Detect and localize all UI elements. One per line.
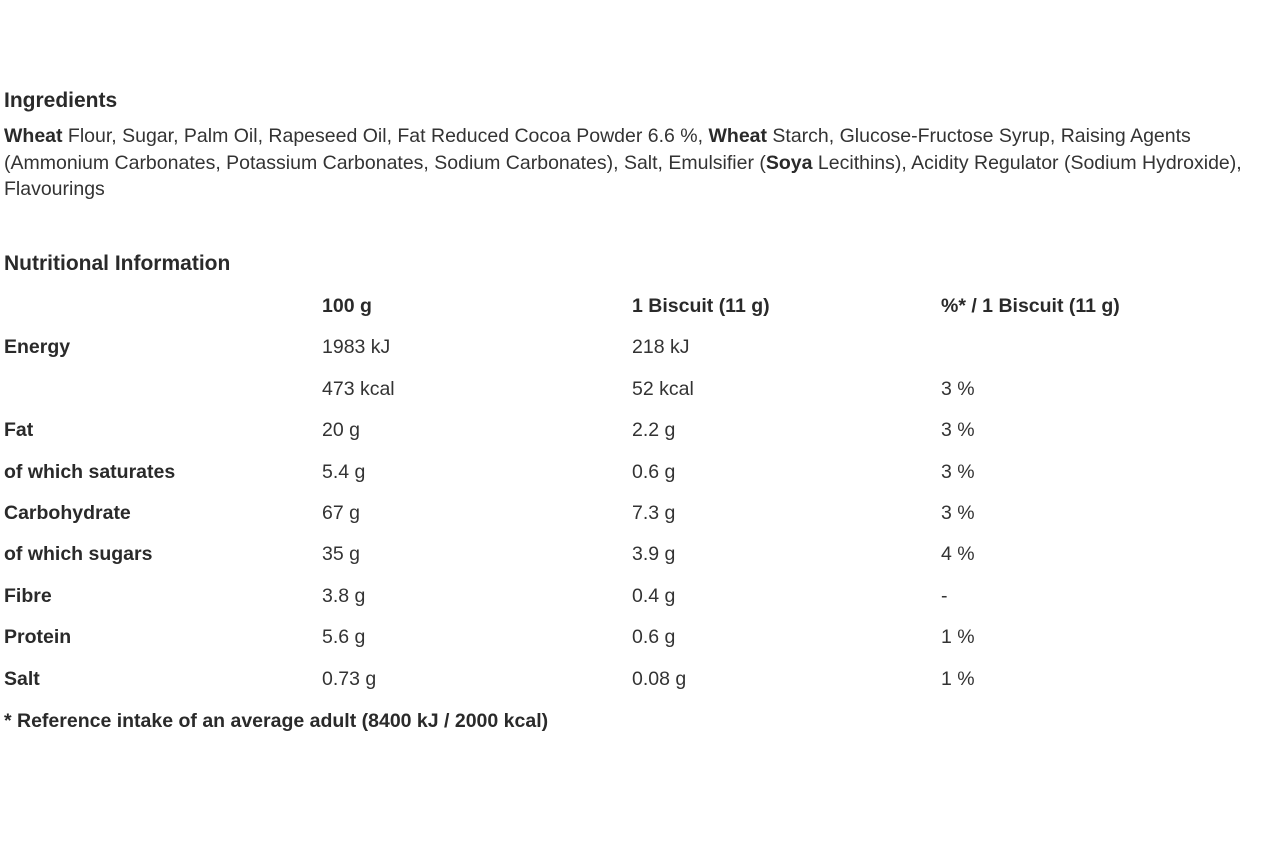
header-percent-ri: %* / 1 Biscuit (11 g) bbox=[941, 295, 1120, 317]
value-percent-ri: 4 % bbox=[941, 543, 975, 566]
nutrition-header-row bbox=[4, 286, 1244, 327]
nutrition-row bbox=[4, 534, 1244, 575]
ingredient-text-segment: Lecithins), Acidity Regulator (Sodium Hydroxide), Flavourings bbox=[4, 151, 1242, 200]
value-percent-ri: 1 % bbox=[941, 667, 975, 690]
value-per-100g: 1983 kJ bbox=[322, 336, 391, 359]
nutrition-row bbox=[4, 576, 1244, 617]
value-per-biscuit: 3.9 g bbox=[632, 543, 676, 566]
ingredient-text-segment: Starch, Glucose-Fructose Syrup, Raising Agents (Ammonium Carbonates, Potassium Carbonates, Sodium Carbonates), Salt, Emulsifier ( bbox=[4, 125, 1191, 174]
value-percent-ri: 3 % bbox=[941, 377, 975, 400]
allergen-highlight: Soya bbox=[765, 151, 813, 174]
ingredients-text bbox=[4, 123, 1244, 203]
nutrient-name: Carbohydrate bbox=[4, 501, 131, 524]
value-per-100g: 0.73 g bbox=[322, 667, 377, 690]
nutrition-row bbox=[4, 659, 1244, 700]
value-per-biscuit: 218 kJ bbox=[632, 336, 690, 359]
value-percent-ri: 1 % bbox=[941, 626, 975, 649]
nutrition-table bbox=[4, 286, 1244, 700]
value-per-100g: 35 g bbox=[322, 543, 360, 566]
nutrient-name: Energy bbox=[4, 336, 71, 359]
value-percent-ri: - bbox=[941, 584, 948, 607]
reference-intake-footnote: * Reference intake of an average adult (8400 kJ / 2000 kcal) bbox=[4, 710, 549, 732]
value-per-biscuit: 52 kcal bbox=[632, 377, 694, 400]
value-per-biscuit: 0.6 g bbox=[632, 460, 676, 483]
nutrition-title: Nutritional Information bbox=[4, 252, 231, 275]
nutrition-row bbox=[4, 327, 1244, 368]
nutrient-name: Protein bbox=[4, 626, 72, 649]
header-per-biscuit: 1 Biscuit (11 g) bbox=[632, 295, 770, 317]
value-per-biscuit: 2.2 g bbox=[632, 419, 676, 442]
nutrition-row bbox=[4, 369, 1244, 410]
value-per-100g: 20 g bbox=[322, 419, 360, 442]
value-per-biscuit: 0.08 g bbox=[632, 667, 687, 690]
header-per-100g: 100 g bbox=[322, 295, 372, 317]
value-per-100g: 5.6 g bbox=[322, 626, 366, 649]
allergen-highlight: Wheat bbox=[708, 125, 767, 147]
value-per-biscuit: 0.6 g bbox=[632, 626, 676, 649]
nutrient-name: Fat bbox=[4, 419, 34, 442]
value-percent-ri: 3 % bbox=[941, 501, 975, 524]
nutrient-name: of which sugars bbox=[4, 543, 153, 566]
ingredient-text-segment: Flour, Sugar, Palm Oil, Rapeseed Oil, Fat Reduced Cocoa Powder 6.6 %, bbox=[62, 125, 709, 147]
nutrition-row bbox=[4, 617, 1244, 658]
allergen-highlight: Wheat bbox=[4, 125, 63, 147]
nutrition-row bbox=[4, 410, 1244, 451]
nutrition-row bbox=[4, 452, 1244, 493]
ingredients-title: Ingredients bbox=[4, 89, 118, 112]
value-per-100g: 67 g bbox=[322, 501, 360, 524]
value-per-100g: 5.4 g bbox=[322, 460, 366, 483]
nutrient-name: Fibre bbox=[4, 584, 52, 607]
value-per-biscuit: 0.4 g bbox=[632, 584, 676, 607]
nutrient-name: Salt bbox=[4, 667, 40, 690]
nutrient-name: of which saturates bbox=[4, 460, 176, 483]
value-per-100g: 3.8 g bbox=[322, 584, 366, 607]
nutrition-row bbox=[4, 493, 1244, 534]
value-percent-ri: 3 % bbox=[941, 460, 975, 483]
value-per-100g: 473 kcal bbox=[322, 377, 395, 400]
value-percent-ri: 3 % bbox=[941, 419, 975, 442]
value-per-biscuit: 7.3 g bbox=[632, 501, 676, 524]
